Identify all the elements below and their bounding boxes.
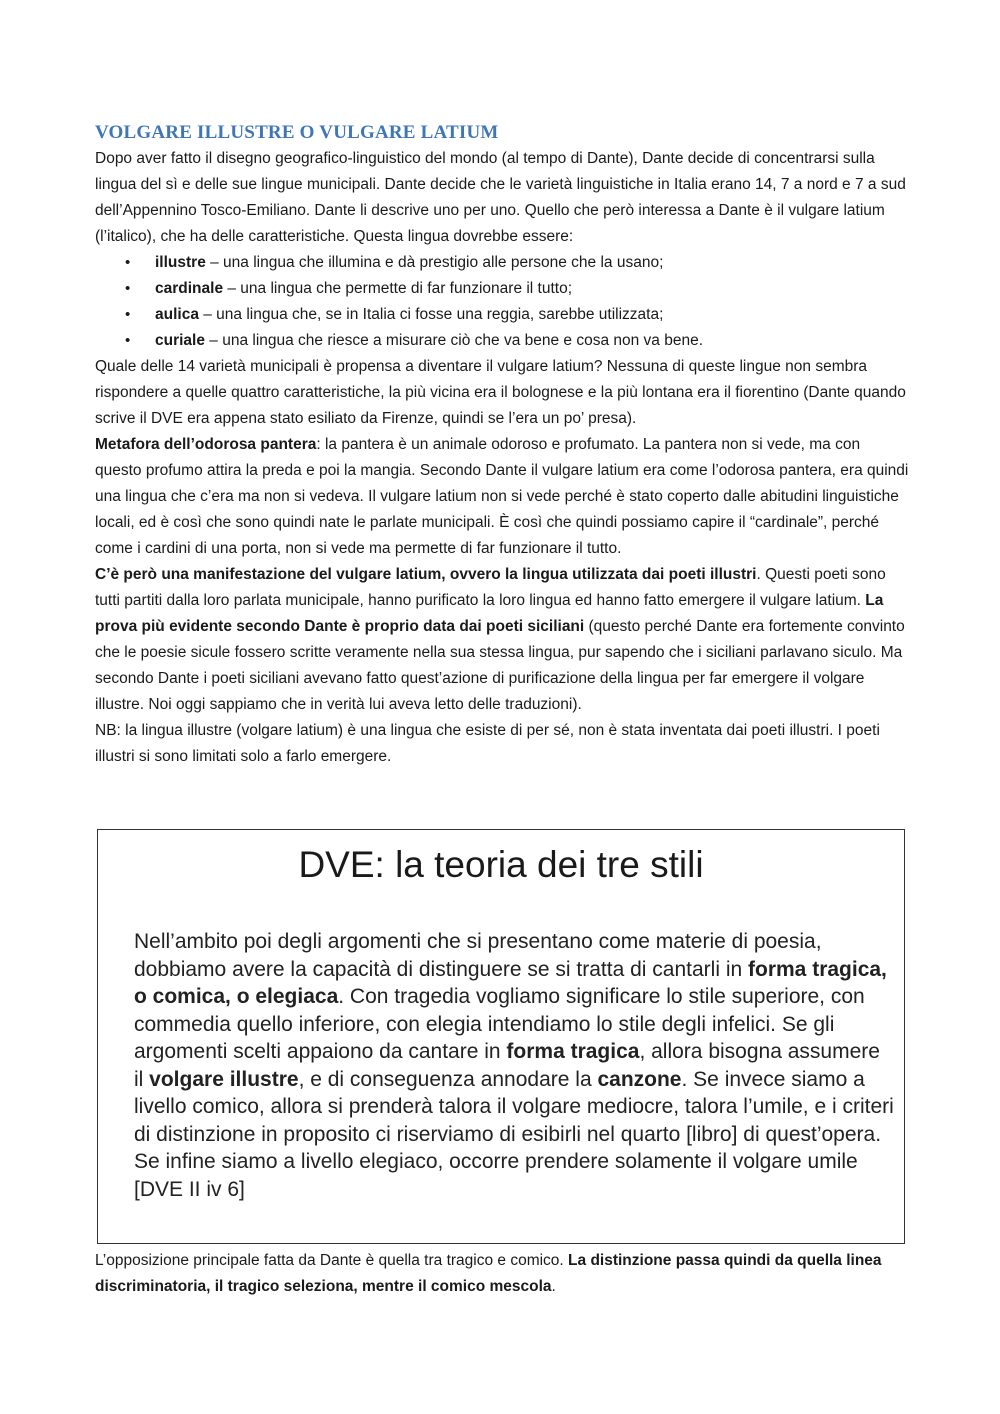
panther-paragraph — [95, 432, 910, 562]
quote-text: , e di conseguenza annodare la — [298, 1067, 598, 1091]
poets-bold-2: La prova più evidente secondo Dante è proprio data dai poeti siciliani — [95, 592, 884, 635]
quote-bold: volgare illustre — [149, 1067, 299, 1091]
quote-text: . Se invece siamo a livello comico, allora si prenderà talora il volgare mediocre, talora l’umile, e i criteri di distinzione in proposito ci riserviamo di esibirli nel quarto [libro] di quest’opera. Se infine siamo a livello elegiaco, occorre prendere solamente il volgare umile [DVE II iv 6] — [134, 1067, 894, 1201]
main-text — [95, 120, 910, 770]
closing-bold: La distinzione passa quindi da quella linea discriminatoria, il tragico seleziona, mentre il comico mescola — [95, 1252, 882, 1295]
list-item-text: – una lingua che, se in Italia ci fosse una reggia, sarebbe utilizzata; — [198, 306, 664, 323]
page-title: VOLGARE ILLUSTRE O VULGARE LATIUM — [95, 122, 499, 143]
closing-paragraph — [95, 1248, 910, 1300]
panther-heading: Metafora dell’odorosa pantera — [95, 436, 317, 453]
list-item-term: aulica — [155, 306, 199, 323]
list-item-text: – una lingua che permette di far funzionare il tutto; — [223, 280, 573, 297]
characteristics-list — [95, 250, 910, 354]
quote-text: Nell’ambito poi degli argomenti che si presentano come materie di poesia, dobbiamo avere la capacità di distinguere se si tratta di cantarli in — [134, 930, 822, 981]
poets-text-2: (questo perché Dante era fortemente convinto che le poesie sicule fossero scritte veramente nella sua stessa lingua, pur sapendo che i siciliani parlavano siculo. Ma secondo Dante i poeti siciliani avevano fatto quest’azione di purificazione della lingua per far emergere il volgare illustre. Noi oggi sappiamo che in verità lui aveva letto delle traduzioni). — [95, 618, 905, 713]
slide-title: DVE: la teoria dei tre stili — [298, 844, 704, 885]
poets-bold-1: C’è però una manifestazione del vulgare latium, ovvero la lingua utilizzata dai poeti illustri — [95, 566, 757, 583]
list-item — [155, 250, 910, 276]
closing-end: . — [551, 1278, 556, 1295]
quote-bold: forma tragica — [506, 1040, 640, 1063]
list-item-text: – una lingua che riesce a misurare ciò che va bene e cosa non va bene. — [204, 332, 704, 349]
list-item-text: – una lingua che illumina e dà prestigio alle persone che la usano; — [205, 254, 664, 271]
list-item — [155, 276, 910, 302]
quote-text: . Con tragedia vogliamo significare lo stile superiore, con commedia quello inferiore, con elegia intendiamo lo stile degli infelici. Se gli argomenti scelti appaiono da cantare in — [134, 985, 865, 1063]
quote-slide-image — [97, 829, 905, 1244]
panther-text: : la pantera è un animale odoroso e profumato. La pantera non si vede, ma con questo profumo attira la preda e poi la mangia. Secondo Dante il vulgare latium era come l’odorosa pantera, era quindi una lingua che c’era ma non si vedeva. Il vulgare latium non si vede perché è stato coperto dalle abitudini linguistiche locali, ed è così che sono quindi nate le parlate municipali. È così che quindi possiamo capire il “cardinale”, perché come i cardini di una porta, non si vede ma permette di far funzionare il tutto. — [95, 436, 909, 557]
list-item-term: curiale — [155, 332, 205, 349]
poets-paragraph — [95, 562, 910, 718]
poets-text-1: . Questi poeti sono tutti partiti dalla loro parlata municipale, hanno purificato la loro lingua ed hanno fatto emergere il vulgare latium. — [95, 566, 886, 609]
quote-bold: forma tragica, o comica, o elegiaca — [134, 957, 887, 1008]
note-paragraph: NB: la lingua illustre (volgare latium) è una lingua che esiste di per sé, non è stata inventata dai poeti illustri. I poeti illustri si sono limitati solo a farlo emergere. — [95, 722, 880, 765]
list-item — [155, 328, 910, 354]
list-item-term: illustre — [155, 254, 206, 271]
intro-paragraph: Dopo aver fatto il disegno geografico-linguistico del mondo (al tempo di Dante), Dante decide di concentrarsi sulla lingua del sì e delle sue lingue municipali. Dante decide che le varietà linguistiche in Italia erano 14, 7 a nord e 7 a sud dell’Appennino Tosco-Emiliano. Dante li descrive uno per uno. Quello che però interessa a Dante è il vulgare latium (l’italico), che ha delle caratteristiche. Questa lingua dovrebbe essere: — [95, 150, 906, 245]
quote-bold: canzone — [597, 1067, 682, 1091]
slide-quote — [134, 928, 894, 1203]
closing-text: L’opposizione principale fatta da Dante è quella tra tragico e comico. — [95, 1252, 569, 1269]
varieties-paragraph: Quale delle 14 varietà municipali è propensa a diventare il vulgare latium? Nessuna di queste lingue non sembra rispondere a quelle quattro caratteristiche, la più vicina era il bolognese e la più lontana era il fiorentino (Dante quando scrive il DVE era appena stato esiliato da Firenze, quindi se l’era un po’ presa). — [95, 358, 906, 427]
quote-text: , allora bisogna assumere il — [134, 1040, 880, 1091]
list-item — [155, 302, 910, 328]
list-item-term: cardinale — [155, 280, 224, 297]
